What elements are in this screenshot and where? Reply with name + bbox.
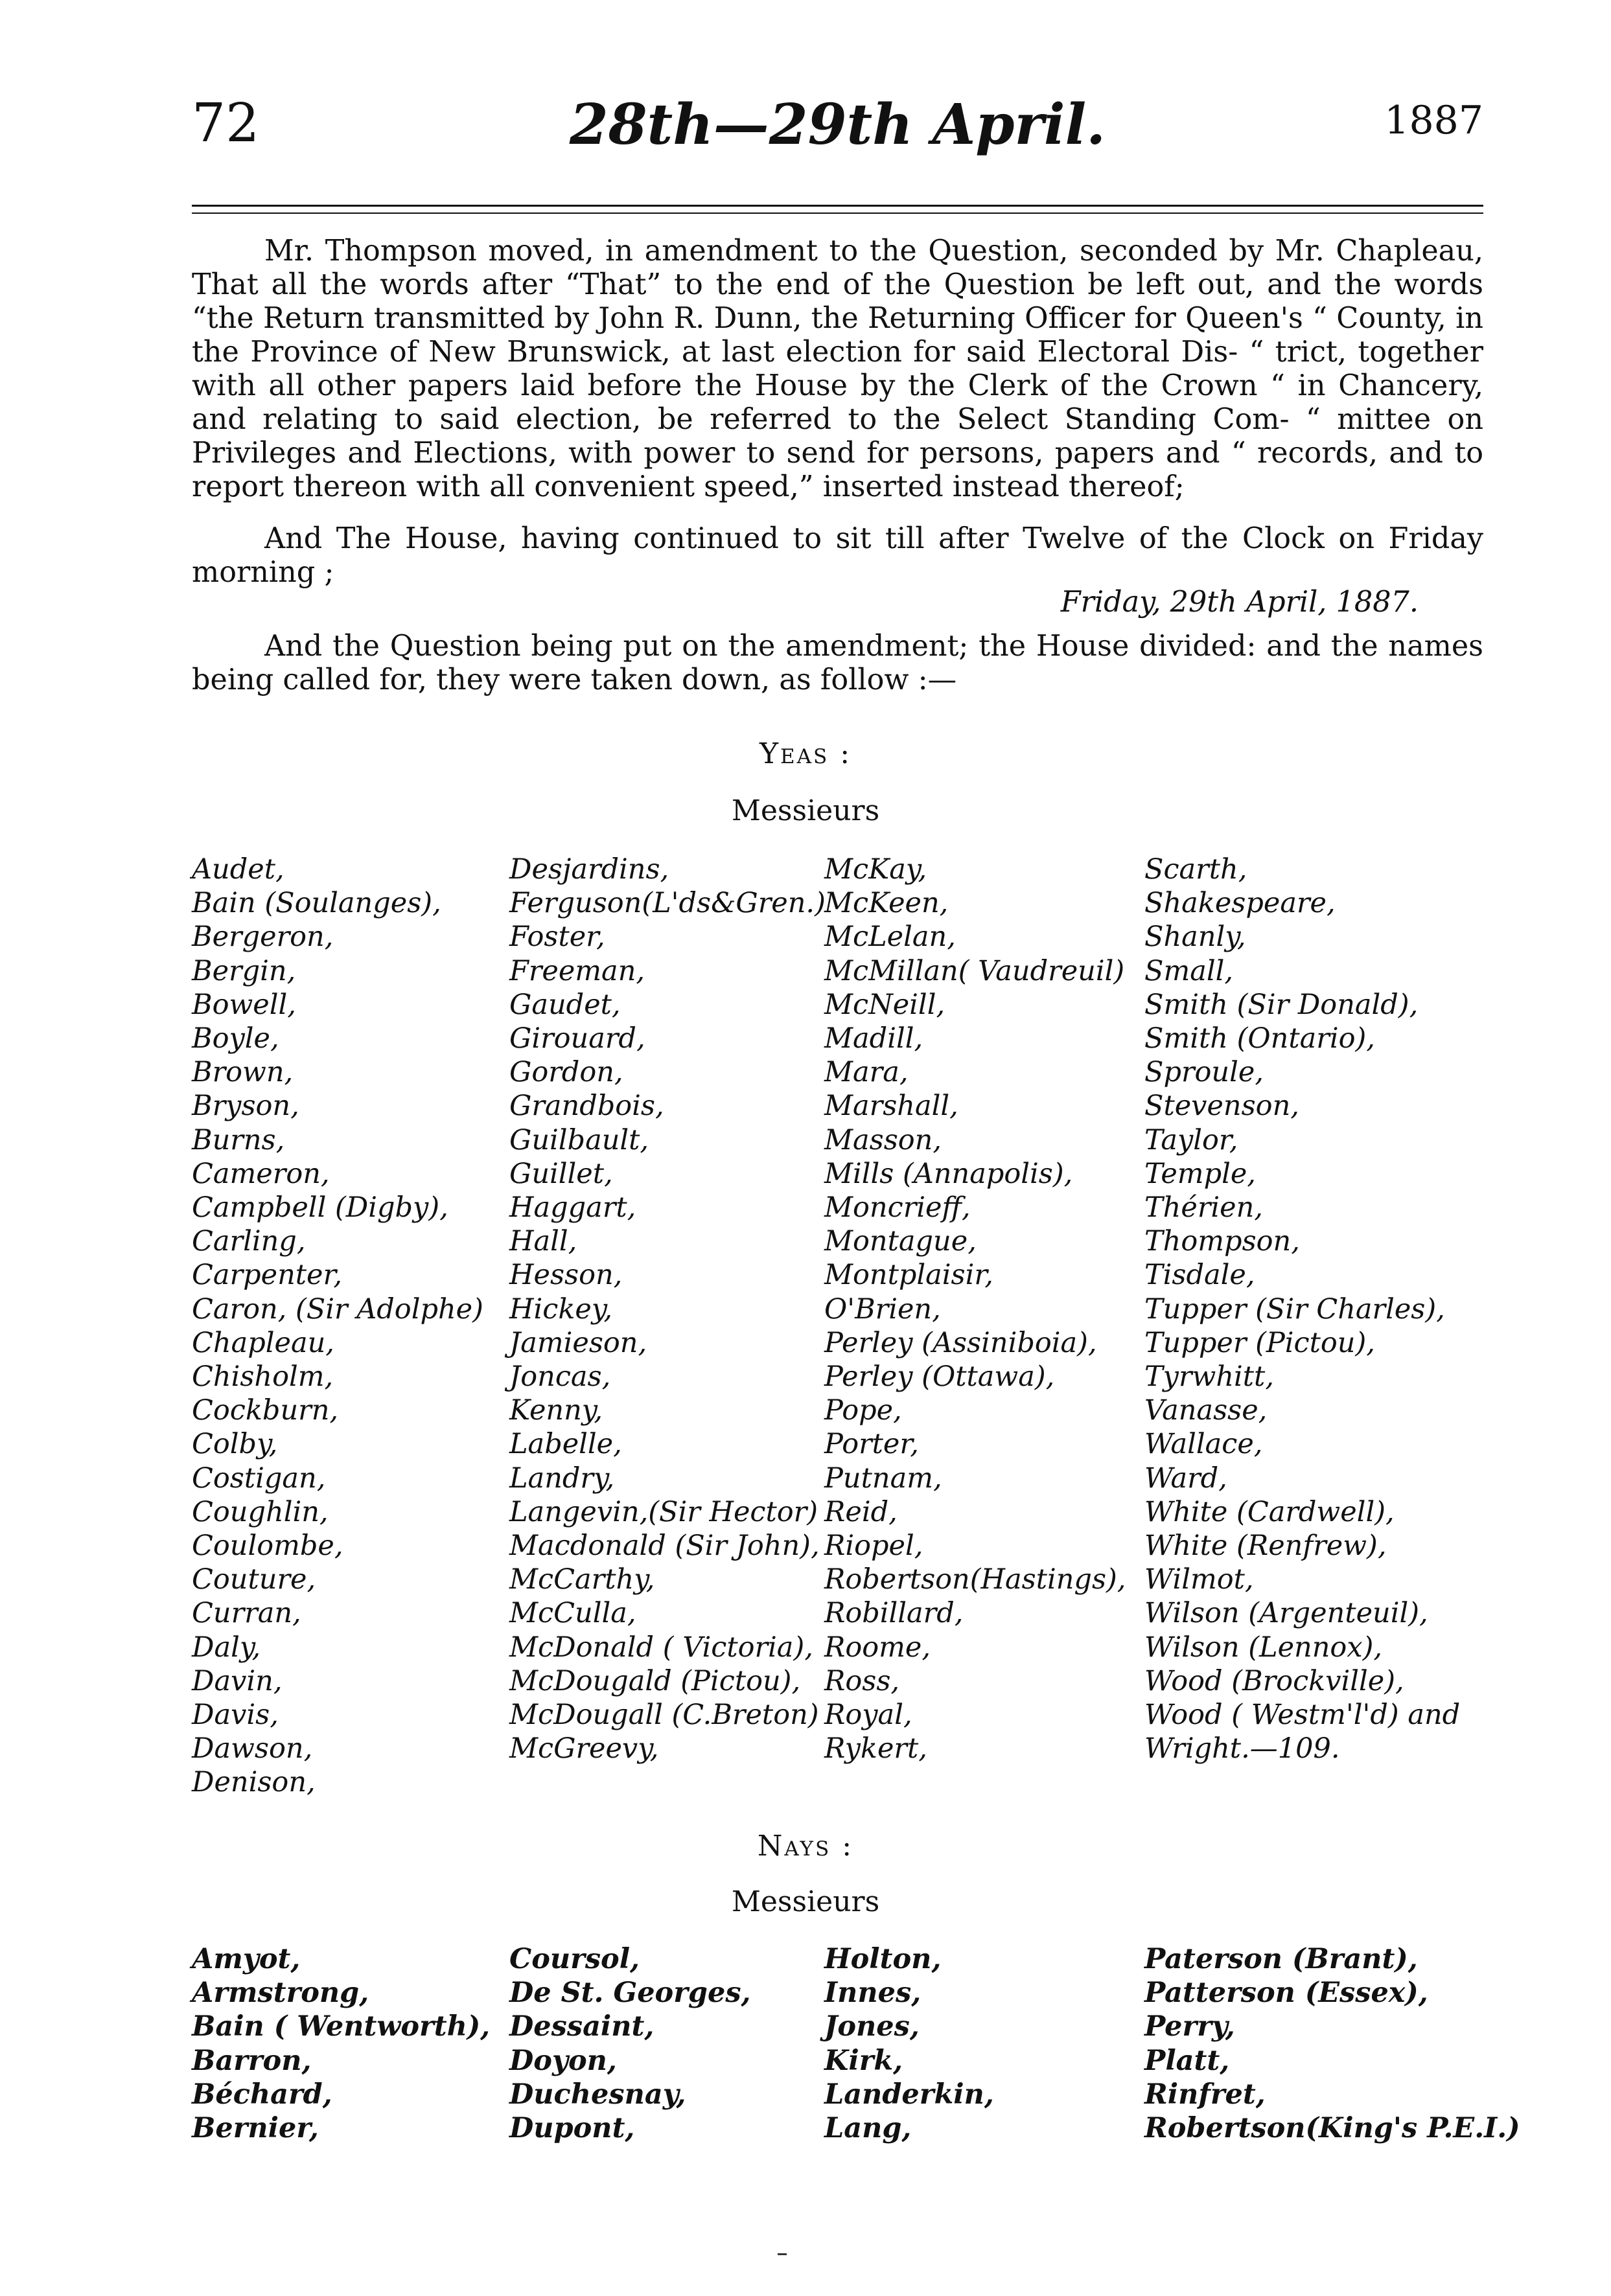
division-paragraph: And the Question being put on the amendment; the House divided: and the names being called for, they were taken down, as follow :— [192, 630, 1483, 696]
yeas-heading: Yeas : [759, 737, 852, 770]
member-name: Hesson, [509, 1259, 623, 1292]
member-name: Amyot, [192, 1943, 301, 1975]
member-name: Madill, [824, 1022, 923, 1055]
member-name: Vanasse, [1144, 1394, 1268, 1427]
member-name: Haggart, [509, 1191, 636, 1224]
member-name: Tyrwhitt, [1144, 1360, 1275, 1394]
member-name: Small, [1144, 954, 1234, 987]
member-name: Wilson (Lennox), [1144, 1631, 1383, 1664]
member-name: Innes, [824, 1977, 921, 2010]
member-name: Temple, [1144, 1157, 1256, 1190]
member-name: Freeman, [509, 954, 645, 987]
member-name: Wilmot, [1144, 1563, 1254, 1596]
member-name: Lang, [824, 2112, 912, 2145]
nays-heading: Nays : [757, 1830, 854, 1863]
member-name: Burns, [192, 1123, 285, 1156]
member-name: Audet, [192, 853, 284, 886]
header-rule-top [192, 205, 1483, 207]
member-name: Rinfret, [1144, 2078, 1266, 2111]
member-name: Shanly, [1144, 921, 1246, 954]
member-name: Joncas, [509, 1360, 611, 1394]
member-name: Thompson, [1144, 1225, 1300, 1258]
member-name: Montague, [824, 1225, 977, 1258]
member-name: Landry, [509, 1462, 615, 1495]
member-name: Guilbault, [509, 1123, 649, 1156]
member-name: Mara, [824, 1056, 909, 1089]
member-name: Patterson (Essex), [1144, 1977, 1428, 2010]
member-name: Smith (Ontario), [1144, 1022, 1375, 1055]
member-name: Davis, [192, 1699, 279, 1732]
member-name: Ward, [1144, 1462, 1227, 1495]
member-name: Paterson (Brant), [1144, 1943, 1418, 1975]
member-name: Rykert, [824, 1732, 927, 1765]
member-name: Putnam, [824, 1462, 942, 1495]
member-name: Bowell, [192, 988, 296, 1021]
member-name: Coughlin, [192, 1495, 329, 1528]
member-name: O'Brien, [824, 1292, 941, 1326]
member-name: Bain ( Wentworth), [192, 2010, 491, 2043]
member-name: Desjardins, [509, 853, 669, 886]
member-name: Brown, [192, 1056, 294, 1089]
member-name: Robertson(King's P.E.I.) [1144, 2112, 1520, 2145]
page-number: 72 [192, 93, 260, 154]
member-name: Smith (Sir Donald), [1144, 988, 1419, 1021]
member-name: Dawson, [192, 1732, 313, 1765]
member-name: McKeen, [824, 887, 949, 920]
member-name: Wood (Brockville), [1144, 1664, 1404, 1697]
member-name: Pope, [824, 1394, 902, 1427]
member-name: Bryson, [192, 1090, 299, 1123]
member-name: Chisholm, [192, 1360, 334, 1394]
member-name: Kirk, [824, 2044, 903, 2077]
member-name: Caron, (Sir Adolphe) [192, 1292, 483, 1326]
yeas-column-3 [824, 853, 1126, 1765]
member-name: Shakespeare, [1144, 887, 1336, 920]
member-name: Wilson (Argenteuil), [1144, 1597, 1428, 1630]
nays-column-3 [824, 1942, 994, 2145]
member-name: Wright.—109. [1144, 1732, 1340, 1765]
member-name: Denison, [192, 1766, 316, 1799]
member-name: McNeill, [824, 988, 945, 1021]
header-year: 1887 [1384, 98, 1483, 143]
member-name: Royal, [824, 1699, 912, 1732]
member-name: McMillan( Vaudreuil) [824, 954, 1125, 987]
yeas-subheading: Messieurs [731, 794, 880, 827]
member-name: Robillard, [824, 1597, 964, 1630]
amendment-paragraph: Mr. Thompson moved, in amendment to the Question, seconded by Mr. Chapleau, That all the words after “That” to the end of the Question be left out, and the words “the Return transmitted by John R. Dunn, the Returning Officer for Queen's “ County, in the Province of New Brunswick, at last election for said Electoral Dis- “ trict, together with all other papers laid before the House by the Clerk of the Crown “ in Chancery, and relating to said election, be referred to the Select Standing Com- “ mittee on Privileges and Elections, with power to send for persons, papers and “ records, and to report thereon with all convenient speed,” inserted instead thereof; [192, 235, 1483, 503]
member-name: Girouard, [509, 1022, 645, 1055]
member-name: Moncrieff, [824, 1191, 971, 1224]
member-name: Cockburn, [192, 1394, 339, 1427]
member-name: Carpenter, [192, 1259, 342, 1292]
member-name: Reid, [824, 1495, 898, 1528]
nays-subheading: Messieurs [731, 1885, 880, 1918]
member-name: Ross, [824, 1664, 900, 1697]
yeas-column-1 [192, 853, 483, 1800]
member-name: Coulombe, [192, 1530, 343, 1563]
member-name: Perley (Ottawa), [824, 1360, 1055, 1394]
yeas-column-4 [1144, 853, 1460, 1765]
member-name: Grandbois, [509, 1090, 664, 1123]
member-name: Bergin, [192, 954, 296, 987]
member-name: Duchesnay, [509, 2078, 686, 2111]
member-name: Ferguson(L'ds&Gren.) [509, 887, 826, 920]
member-name: Wood ( Westm'l'd) and [1144, 1699, 1461, 1732]
nays-column-2 [509, 1942, 751, 2145]
member-name: Hall, [509, 1225, 577, 1258]
member-name: McCarthy, [509, 1563, 655, 1596]
member-name: White (Renfrew), [1144, 1530, 1387, 1563]
header-title: 28th—29th April. [569, 92, 1106, 157]
member-name: Landerkin, [824, 2078, 994, 2111]
member-name: Bernier, [192, 2112, 319, 2145]
member-name: Gordon, [509, 1056, 623, 1089]
member-name: De St. Georges, [509, 1977, 751, 2010]
member-name: Platt, [1144, 2044, 1230, 2077]
member-name: Boyle, [192, 1022, 279, 1055]
member-name: McDonald ( Victoria), [509, 1631, 813, 1664]
member-name: Dessaint, [509, 2010, 655, 2043]
nays-column-1 [192, 1942, 490, 2145]
footer-mark [778, 2253, 787, 2255]
member-name: Jones, [824, 2010, 920, 2043]
member-name: Porter, [824, 1428, 919, 1461]
member-name: McGreevy, [509, 1732, 659, 1765]
member-name: Jamieson, [509, 1326, 647, 1359]
member-name: Chapleau, [192, 1326, 334, 1359]
member-name: Roome, [824, 1631, 931, 1664]
member-name: Coursol, [509, 1943, 640, 1975]
member-name: Thérien, [1144, 1191, 1263, 1224]
member-name: White (Cardwell), [1144, 1495, 1395, 1528]
member-name: Carling, [192, 1225, 306, 1258]
member-name: Perry, [1144, 2010, 1235, 2043]
header-rule-bottom [192, 212, 1483, 214]
member-name: Doyon, [509, 2044, 617, 2077]
member-name: Masson, [824, 1123, 942, 1156]
member-name: Bergeron, [192, 921, 334, 954]
member-name: Dupont, [509, 2112, 635, 2145]
member-name: Colby, [192, 1428, 278, 1461]
member-name: Tisdale, [1144, 1259, 1255, 1292]
date-line: Friday, 29th April, 1887. [1060, 586, 1419, 619]
member-name: Foster, [509, 921, 605, 954]
member-name: McKay, [824, 853, 927, 886]
member-name: McCulla, [509, 1597, 636, 1630]
member-name: Sproule, [1144, 1056, 1264, 1089]
member-name: McDougall (C.Breton) [509, 1699, 819, 1732]
member-name: Gaudet, [509, 988, 621, 1021]
member-name: Marshall, [824, 1090, 958, 1123]
page-header [192, 92, 1483, 175]
member-name: Béchard, [192, 2078, 332, 2111]
member-name: Daly, [192, 1631, 261, 1664]
member-name: Scarth, [1144, 853, 1247, 886]
member-name: Guillet, [509, 1157, 613, 1190]
member-name: Stevenson, [1144, 1090, 1299, 1123]
member-name: Perley (Assiniboia), [824, 1326, 1097, 1359]
member-name: Wallace, [1144, 1428, 1263, 1461]
member-name: Davin, [192, 1664, 283, 1697]
member-name: Curran, [192, 1597, 301, 1630]
member-name: Tupper (Sir Charles), [1144, 1292, 1445, 1326]
member-name: McLelan, [824, 921, 956, 954]
member-name: Langevin,(Sir Hector) [509, 1495, 818, 1528]
member-name: Costigan, [192, 1462, 326, 1495]
member-name: Montplaisir, [824, 1259, 993, 1292]
nays-column-4 [1144, 1942, 1520, 2145]
member-name: Labelle, [509, 1428, 622, 1461]
member-name: McDougald (Pictou), [509, 1664, 801, 1697]
member-name: Kenny, [509, 1394, 603, 1427]
member-name: Campbell (Digby), [192, 1191, 448, 1224]
member-name: Cameron, [192, 1157, 330, 1190]
member-name: Barron, [192, 2044, 312, 2077]
member-name: Riopel, [824, 1530, 923, 1563]
sitting-paragraph: And The House, having continued to sit till after Twelve of the Clock on Friday morning ; [192, 522, 1483, 589]
member-name: Hickey, [509, 1292, 613, 1326]
member-name: Robertson(Hastings), [824, 1563, 1126, 1596]
member-name: Couture, [192, 1563, 316, 1596]
member-name: Macdonald (Sir John), [509, 1530, 820, 1563]
member-name: Bain (Soulanges), [192, 887, 441, 920]
yeas-column-2 [509, 853, 826, 1765]
member-name: Tupper (Pictou), [1144, 1326, 1375, 1359]
member-name: Armstrong, [192, 1977, 369, 2010]
member-name: Taylor, [1144, 1123, 1238, 1156]
member-name: Holton, [824, 1943, 942, 1975]
member-name: Mills (Annapolis), [824, 1157, 1073, 1190]
